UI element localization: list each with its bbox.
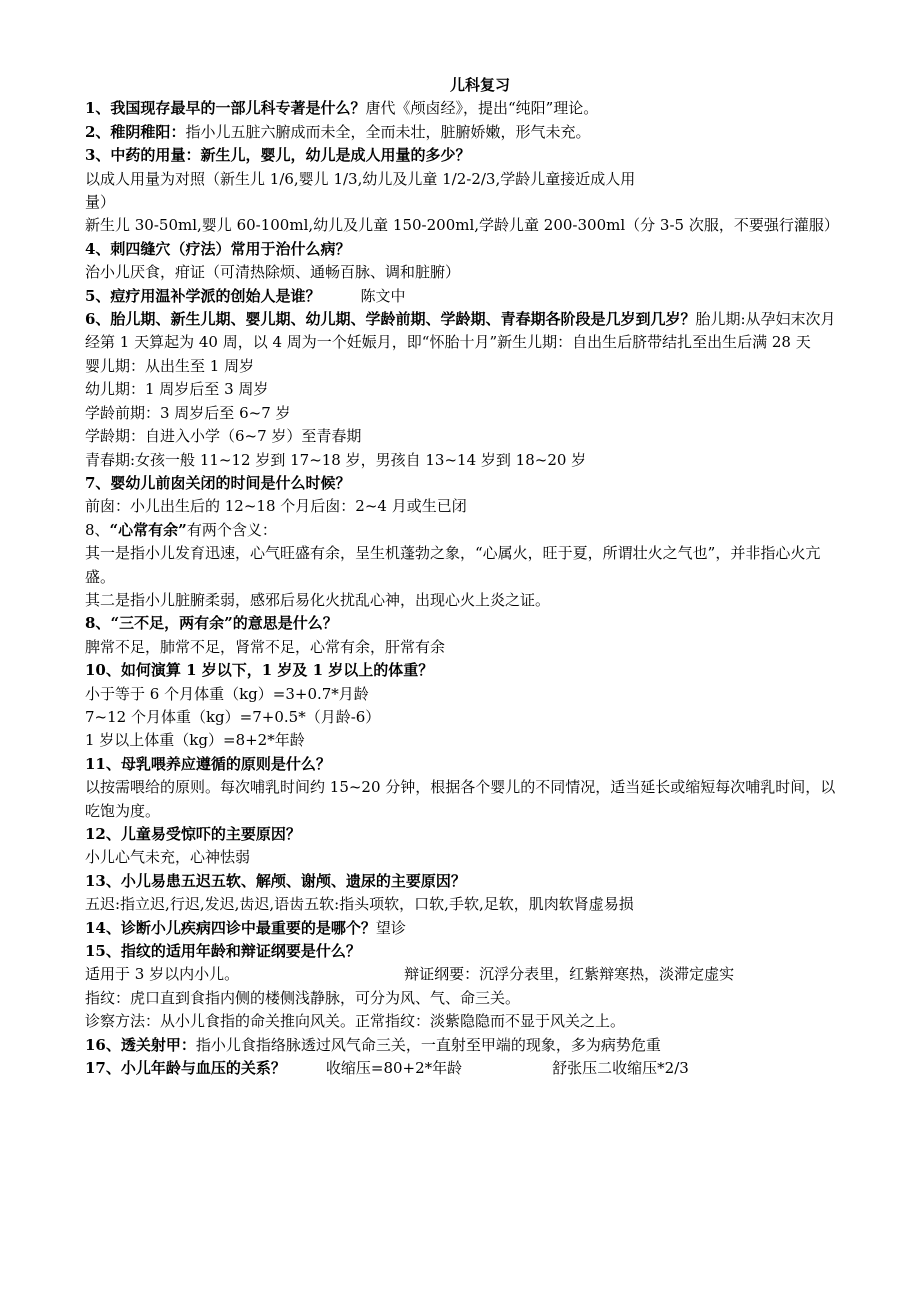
answer-6-line-4: 学龄前期：3 周岁后至 6~7 岁: [85, 403, 291, 422]
answer-6-line-3: 幼儿期：1 周岁后至 3 周岁: [85, 380, 269, 399]
question-6-text: 6、胎儿期、新生儿期、婴儿期、幼儿期、学龄前期、学龄期、青春期各阶段是几岁到几岁？: [85, 310, 696, 329]
question-8b-rest: 的意思是什么？: [232, 614, 338, 633]
question-14-text: 14、诊断小儿疾病四诊中最重要的是哪个？: [85, 918, 376, 937]
question-13-text: 13、小儿易患五迟五软、解颅、谢颅、遗尿的主要原因？: [85, 871, 466, 890]
question-8b: [85, 612, 845, 635]
answer-15-age: 适用于 3 岁以内小儿。: [85, 965, 240, 984]
question-1-text: 1、我国现存最早的一部儿科专著是什么？: [85, 99, 366, 118]
answer-6-line-5: 学龄期：自进入小学（6~7 岁）至青春期: [85, 427, 362, 446]
answer-15-outline: 辩证纲要：沉浮分表里，红紫辩寒热，淡滞定虚实: [404, 965, 735, 984]
question-8b-number: 8、: [85, 614, 111, 633]
answer-11-text: 以按需喂给的原则。每次哺乳时间约 15~20 分钟，根据各个婴儿的不同情况，适当延长或缩短每次哺乳时间，以吃饱为度。: [85, 778, 836, 820]
answer-3-line-1: 以成人用量为对照（新生儿 1/6,婴儿 1/3,幼儿及儿童 1/2-2/3,学龄儿童接近成人用: [85, 169, 636, 188]
answer-6-line-2: 婴儿期：从出生至 1 周岁: [85, 356, 255, 375]
answer-4-text: 治小儿厌食，疳证（可清热除烦、通畅百脉、调和脏腑）: [85, 263, 461, 282]
question-7-text: 7、婴幼儿前囱关闭的时间是什么时候？: [85, 473, 351, 492]
question-14: [85, 917, 845, 940]
question-15-text: 15、指纹的适用年龄和辩证纲要是什么？: [85, 942, 361, 961]
question-12-text: 12、儿童易受惊吓的主要原因？: [85, 825, 301, 843]
question-8a-bold: “心常有余”: [109, 520, 187, 539]
answer-6-line-6: 青春期:女孩一般 11~12 岁到 17~18 岁，男孩自 13~14 岁到 18~20 岁: [85, 450, 587, 469]
question-8a: [85, 519, 845, 542]
answer-10-line-3: 1 岁以上体重（kg）=8+2*年龄: [85, 731, 305, 750]
question-8a-rest: 有两个含义：: [186, 520, 277, 539]
question-3-text: 3、中药的用量：新生儿，婴儿，幼儿是成人用量的多少？: [85, 146, 471, 165]
answer-13-text: 五迟:指立迟,行迟,发迟,齿迟,语齿五软:指头项软，口软,手软,足软，肌肉软肾虚易损: [85, 895, 634, 914]
answer-5-text: 陈文中: [360, 286, 406, 305]
question-5: [85, 285, 845, 308]
question-2: [85, 121, 845, 144]
answer-15-line-2: 指纹：虎口直到食指内侧的楼侧浅静脉，可分为风、气、命三关。: [85, 988, 521, 1007]
answer-10-line-2: 7~12 个月体重（kg）=7+0.5*（月龄-6）: [85, 707, 381, 726]
question-8b-bold: “三不足，两有余”: [110, 614, 233, 633]
document-title: 儿科复习: [449, 76, 510, 94]
answer-1-text: 唐代《颅卤经》，提出“纯阳”理论。: [365, 99, 599, 118]
answer-8a-line-2: 其二是指小儿脏腑柔弱，感邪后易化火扰乱心神，出现心火上炎之证。: [85, 590, 551, 609]
answer-14-text: 望诊: [375, 918, 406, 937]
question-17-text: 17、小儿年龄与血压的关系？: [85, 1059, 286, 1078]
answer-7-text: 前囱：小儿出生后的 12~18 个月后囱：2~4 月或生已闭: [85, 497, 467, 516]
question-5-text: 5、痘疗用温补学派的创始人是谁？: [85, 286, 321, 305]
question-2-text: 2、稚阴稚阳：: [85, 122, 186, 141]
answer-3-line-3: 新生儿 30-50ml,婴儿 60-100ml,幼儿及儿童 150-200ml,学龄儿童 200-300ml（分 3-5 次服，不要强行灌服）: [85, 216, 839, 235]
question-4-text: 4、刺四缝穴（疗法）常用于治什么病？: [85, 239, 351, 258]
answer-10-line-1: 小于等于 6 个月体重（kg）=3+0.7*月龄: [85, 684, 369, 703]
answer-17-diastolic: 舒张压二收缩压*2/3: [552, 1059, 689, 1078]
question-10-text: 10、如何演算 1 岁以下，1 岁及 1 岁以上的体重？: [85, 661, 434, 680]
question-11-text: 11、母乳喂养应遵循的原则是什么？: [85, 754, 331, 773]
answer-8a-line-1: 其一是指小儿发育迅速，心气旺盛有余，呈生机蓬勃之象，“心属火，旺于夏，所谓壮火之气也”，并非指心火亢盛。: [85, 544, 821, 586]
question-16: [85, 1034, 845, 1057]
answer-15-line-3: 诊察方法：从小儿食指的命关推向风关。正常指纹：淡紫隐隐而不显于风关之上。: [85, 1012, 626, 1031]
question-1: [85, 97, 845, 120]
question-16-text: 16、透关射甲：: [85, 1035, 196, 1054]
answer-16-text: 指小儿食指络脉透过风气命三关，一直射至甲端的现象，多为病势危重: [195, 1035, 661, 1054]
answer-15-line-1: [85, 963, 845, 986]
answer-17-systolic: 收缩压=80+2*年龄: [325, 1059, 463, 1078]
answer-6-line-1: 胎儿期:从孕妇末次月经第 1 天算起为 40 周，以 4 周为一个妊娠月，即“怀胎十月”新生儿期：自出生后脐带结扎至出生后满 28 天: [85, 310, 836, 352]
answer-8b-text: 脾常不足，肺常不足，肾常不足，心常有余，肝常有余: [85, 637, 446, 656]
answer-3-line-2: 量）: [85, 193, 116, 212]
question-17: [85, 1057, 845, 1080]
answer-12-text: 小儿心气未充，心神怯弱: [85, 848, 251, 867]
answer-2-text: 指小儿五脏六腑成而未全，全而未壮，脏腑娇嫩，形气未充。: [185, 122, 591, 141]
document-page: [85, 74, 845, 1080]
question-6: [85, 308, 845, 355]
question-8a-number: 8、: [85, 520, 110, 539]
